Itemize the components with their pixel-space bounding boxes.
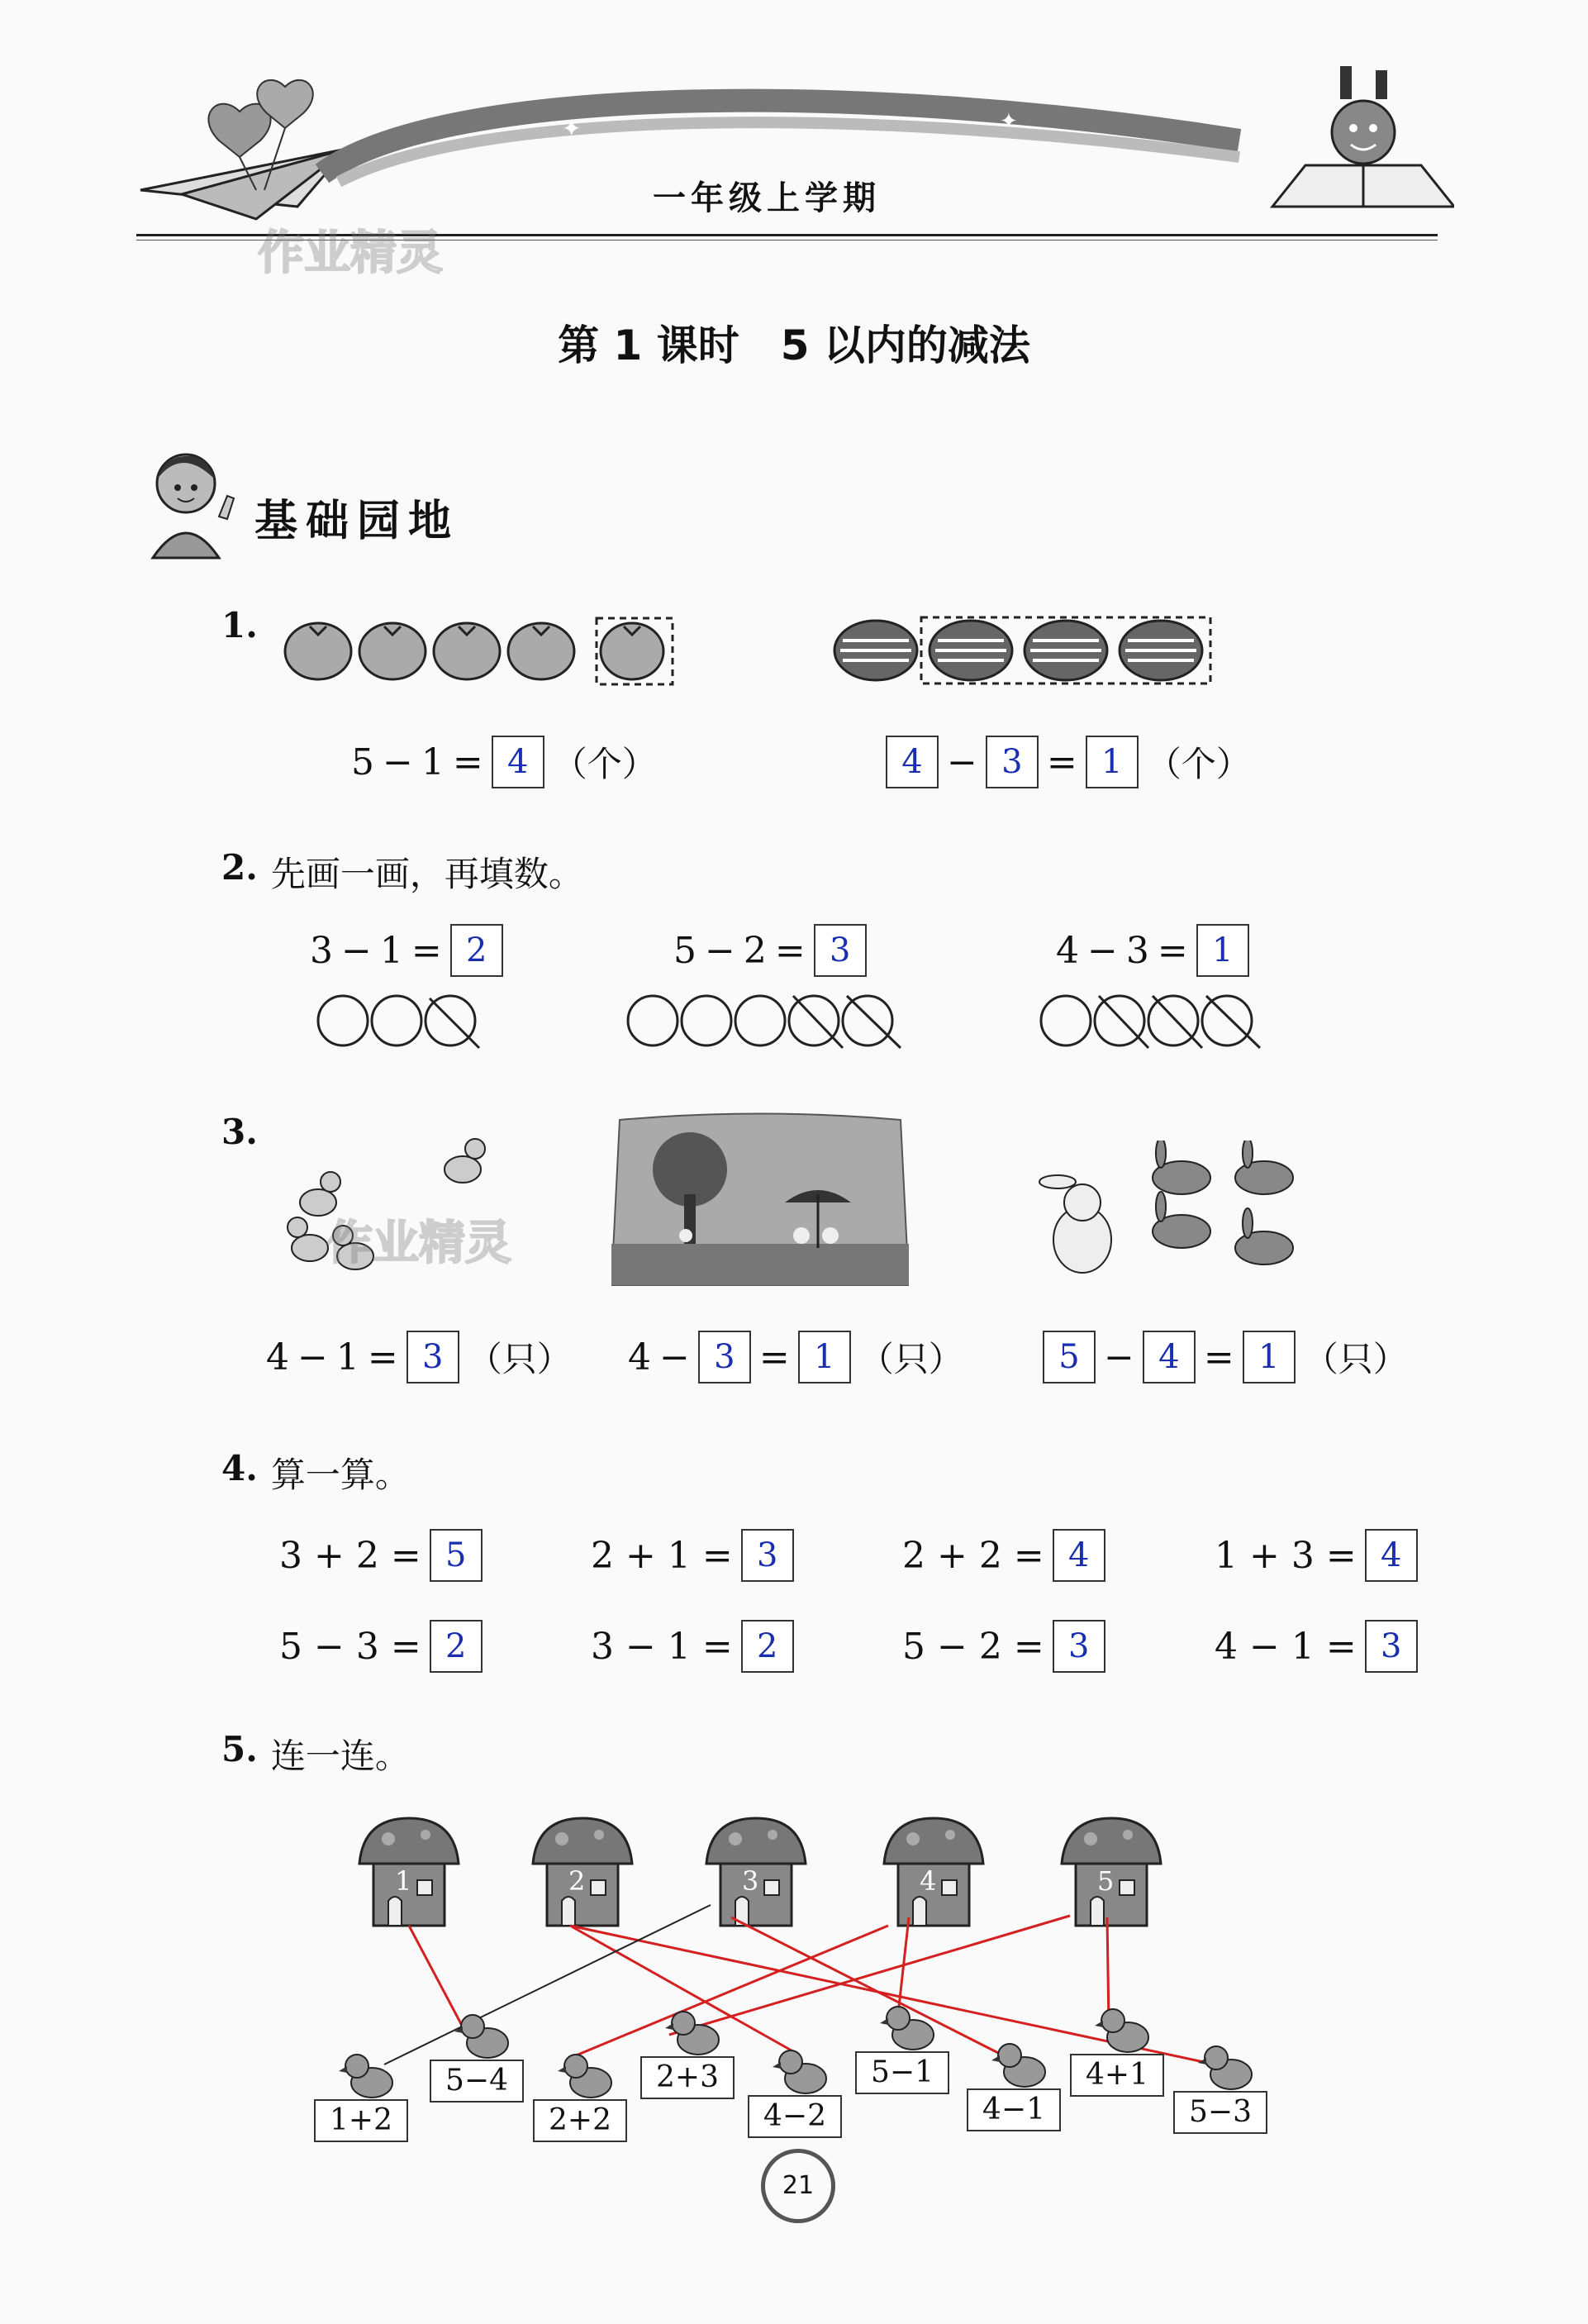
answer-box[interactable]: 1 — [1243, 1331, 1296, 1383]
bird-label[interactable]: 4+1 — [1070, 2054, 1164, 2097]
q3-equation-1: 4 − 1 = 3 （只） — [266, 1331, 572, 1383]
q2-equation-2: 5 − 2 = 3 — [673, 924, 867, 977]
q2-equation-3: 4 − 3 = 1 — [1056, 924, 1249, 977]
bird-icon — [1095, 2004, 1153, 2057]
question-number: 3. — [221, 1112, 258, 1152]
bird-label[interactable]: 5−3 — [1173, 2091, 1267, 2134]
answer-box[interactable]: 2 — [450, 924, 503, 977]
bird-label[interactable]: 2+2 — [533, 2099, 627, 2142]
answer-box[interactable]: 4 — [1053, 1529, 1105, 1582]
q4-item: 3 + 2 = 5 — [279, 1529, 483, 1582]
question-number: 5. — [221, 1729, 258, 1769]
q3-equation-2: 4 − 3 = 1 （只） — [628, 1331, 963, 1383]
question-text: 连一连。 — [270, 1736, 410, 1776]
bird-icon — [665, 2007, 723, 2060]
question-text: 算一算。 — [270, 1455, 410, 1495]
section-title: 基础园地 — [254, 497, 460, 546]
question-text: 先画一画，再填数。 — [270, 854, 583, 894]
bird-icon — [991, 2039, 1049, 2092]
house-number: 1 — [395, 1865, 412, 1897]
q4-item: 5 − 2 = 3 — [902, 1620, 1105, 1673]
watermark: 作业精灵 — [326, 1217, 511, 1270]
answer-box[interactable]: 2 — [741, 1620, 794, 1673]
answer-box[interactable]: 3 — [407, 1331, 459, 1383]
q4-item: 5 − 3 = 2 — [279, 1620, 483, 1673]
answer-box[interactable]: 5 — [1043, 1331, 1096, 1383]
bird-icon — [558, 2050, 616, 2103]
q1-left-equation: 5 − 1 = 4 （个） — [351, 736, 657, 788]
answer-box[interactable]: 3 — [986, 736, 1039, 788]
bird-label[interactable]: 2+3 — [640, 2056, 735, 2099]
q4-item: 2 + 2 = 4 — [902, 1529, 1105, 1582]
answer-box[interactable]: 4 — [886, 736, 939, 788]
answer-box[interactable]: 3 — [698, 1331, 751, 1383]
answer-box[interactable]: 4 — [1365, 1529, 1418, 1582]
bird-icon — [880, 2002, 938, 2055]
q4-item: 1 + 3 = 4 — [1215, 1529, 1418, 1582]
house-number: 3 — [742, 1865, 759, 1897]
question-number: 2. — [221, 847, 258, 888]
bird-icon — [339, 2050, 397, 2103]
bird-icon — [773, 2045, 830, 2098]
house-number: 5 — [1097, 1865, 1115, 1897]
watermark: 作业精灵 — [258, 226, 443, 280]
bird-label[interactable]: 5−4 — [430, 2060, 524, 2103]
grade-title: 一年级上学期 — [653, 179, 881, 217]
answer-box[interactable]: 4 — [492, 736, 544, 788]
q3-equation-3: 5 − 4 = 1 （只） — [1043, 1331, 1408, 1383]
house-number: 4 — [920, 1865, 937, 1897]
answer-box[interactable]: 3 — [1365, 1620, 1418, 1673]
q4-item: 2 + 1 = 3 — [591, 1529, 794, 1582]
q2-equation-1: 3 − 1 = 2 — [310, 924, 503, 977]
bird-label[interactable]: 4−2 — [748, 2095, 842, 2138]
answer-box[interactable]: 1 — [1086, 736, 1139, 788]
page-number: 21 — [761, 2149, 835, 2223]
answer-box[interactable]: 1 — [798, 1331, 851, 1383]
bird-label[interactable]: 5−1 — [855, 2051, 949, 2094]
q4-item: 3 − 1 = 2 — [591, 1620, 794, 1673]
star-icon: ✦ — [562, 115, 582, 142]
bird-icon — [1198, 2041, 1256, 2094]
lesson-title: 第 1 课时 5 以内的减法 — [558, 321, 1030, 369]
answer-box[interactable]: 3 — [741, 1529, 794, 1582]
q4-item: 4 − 1 = 3 — [1215, 1620, 1418, 1673]
house-number: 2 — [568, 1865, 586, 1897]
answer-box[interactable]: 3 — [1053, 1620, 1105, 1673]
answer-box[interactable]: 3 — [814, 924, 867, 977]
q1-right-equation: 4 − 3 = 1 （个） — [886, 736, 1251, 788]
bird-label[interactable]: 4−1 — [967, 2088, 1061, 2131]
answer-box[interactable]: 2 — [430, 1620, 483, 1673]
answer-box[interactable]: 1 — [1196, 924, 1249, 977]
bird-icon — [454, 2010, 512, 2063]
question-number: 4. — [221, 1448, 258, 1488]
star-icon: ✦ — [1000, 109, 1018, 134]
question-number: 1. — [221, 605, 258, 645]
bird-label[interactable]: 1+2 — [314, 2099, 408, 2142]
answer-box[interactable]: 4 — [1143, 1331, 1196, 1383]
answer-box[interactable]: 5 — [430, 1529, 483, 1582]
